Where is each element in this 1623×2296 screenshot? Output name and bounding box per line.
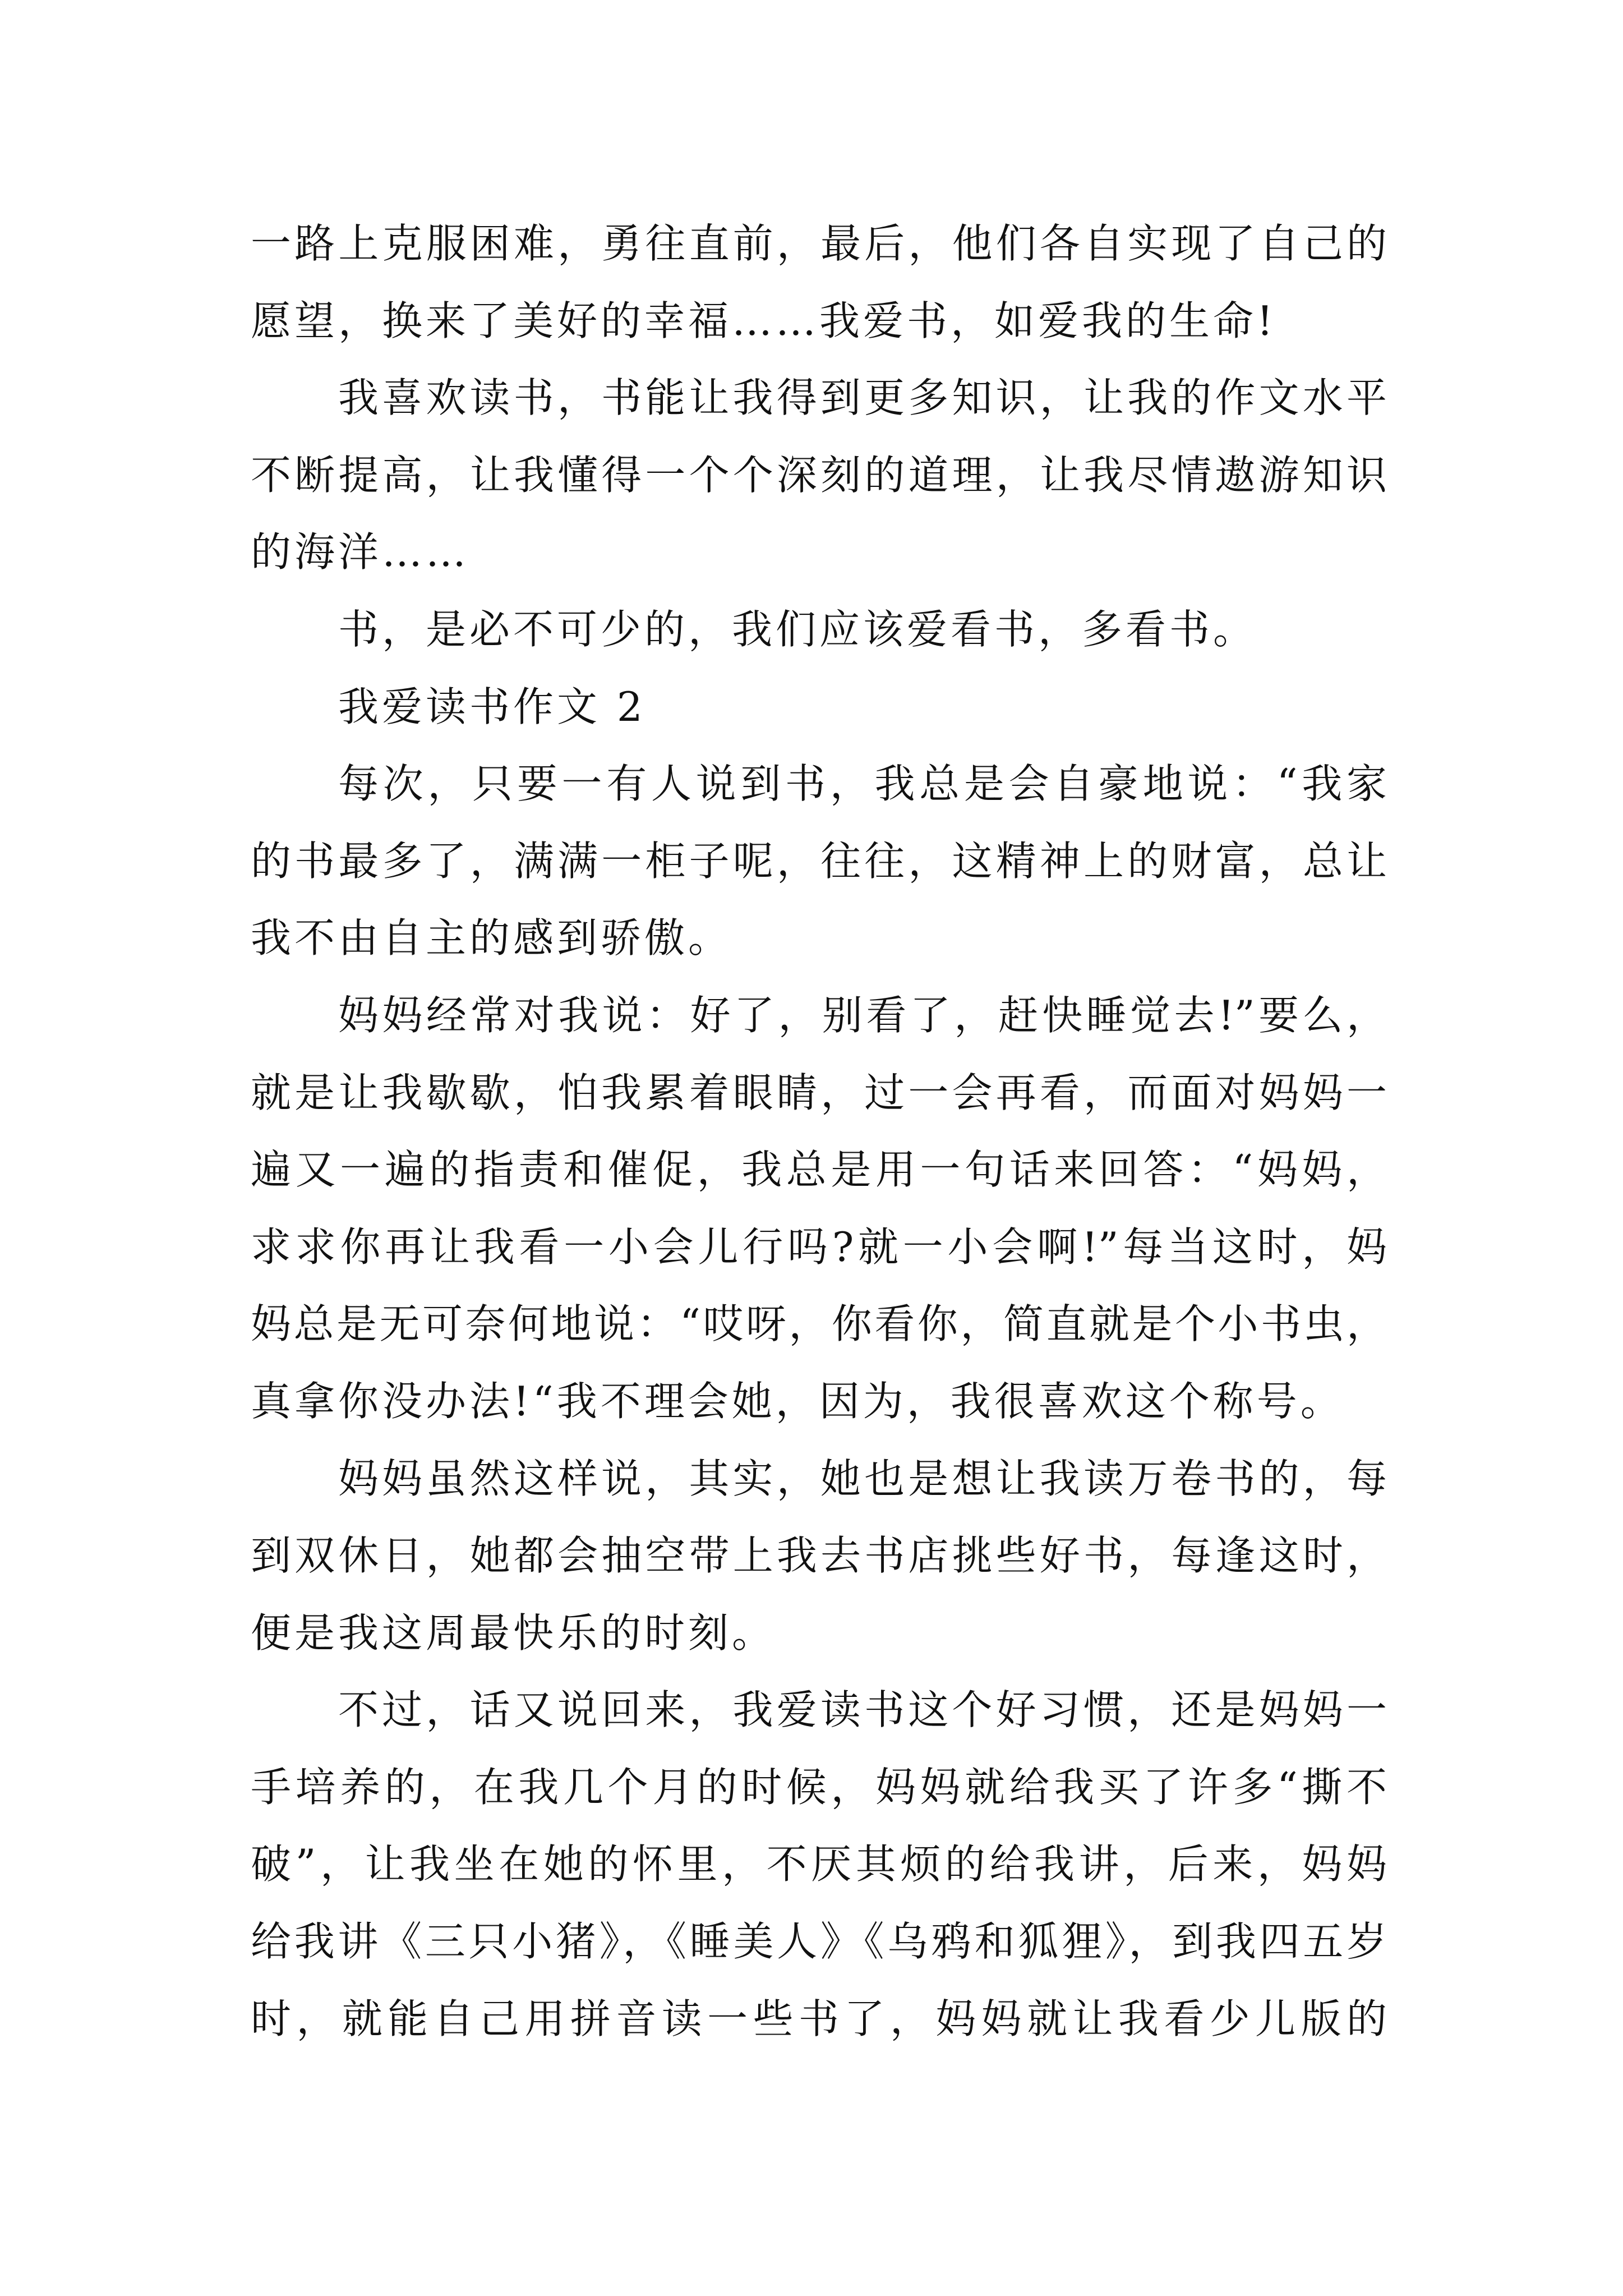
text-line: 书，是必不可少的，我们应该爱看书，多看书。: [338, 605, 1257, 653]
document-body: [251, 205, 1387, 2058]
text-line: 每次，只要一有人说到书，我总是会自豪地说：“我家: [338, 760, 1387, 808]
text-line: 妈妈经常对我说：好了，别看了，赶快睡觉去!”要么，: [338, 991, 1387, 1039]
text-line: 愿望，换来了美好的幸福……我爱书，如爱我的生命!: [251, 297, 1276, 344]
text-line: 妈总是无可奈何地说：“哎呀，你看你，简直就是个小书虫，: [251, 1300, 1387, 1348]
text-line: 的书最多了，满满一柜子呢，往往，这精神上的财富，总让: [251, 837, 1387, 885]
text-line: 我不由自主的感到骄傲。: [251, 914, 732, 962]
text-line: 真拿你没办法!“我不理会她，因为，我很喜欢这个称号。: [251, 1377, 1344, 1425]
text-line: 手培养的，在我几个月的时候，妈妈就给我买了许多“撕不: [251, 1763, 1387, 1811]
paragraph: [251, 977, 1387, 1441]
text-line: 便是我这周最快乐的时刻。: [251, 1609, 776, 1657]
text-line: 破”，让我坐在她的怀里，不厌其烦的给我讲，后来，妈妈: [251, 1841, 1387, 1888]
text-line: 妈妈虽然这样说，其实，她也是想让我读万卷书的，每: [338, 1455, 1387, 1502]
text-line: 时，就能自己用拼音读一些书了，妈妈就让我看少儿版的: [251, 1995, 1387, 2042]
text-line: 求求你再让我看一小会儿行吗?就一小会啊!”每当这时，妈: [251, 1223, 1387, 1271]
text-line: 一路上克服困难，勇往直前，最后，他们各自实现了自己的: [251, 220, 1387, 267]
text-line: 不过，话又说回来，我爱读书这个好习惯，还是妈妈一: [338, 1686, 1387, 1734]
essay-title-text: 我爱读书作文 2: [338, 683, 646, 730]
paragraph: [251, 1441, 1387, 1672]
text-line: 我喜欢读书，书能让我得到更多知识，让我的作文水平: [338, 374, 1387, 422]
paragraph-continued: [251, 205, 1387, 360]
text-line: 不断提高，让我懂得一个个深刻的道理，让我尽情遨游知识: [251, 451, 1387, 499]
paragraph: [251, 1672, 1387, 2058]
essay-title: [251, 669, 1387, 746]
paragraph: [251, 591, 1387, 669]
text-line: 给我讲《三只小猪》，《睡美人》《乌鸦和狐狸》，到我四五岁: [251, 1918, 1387, 1966]
text-line: 到双休日，她都会抽空带上我去书店挑些好书，每逢这时，: [251, 1532, 1387, 1580]
text-line: 就是让我歇歇，怕我累着眼睛，过一会再看，而面对妈妈一: [251, 1069, 1387, 1116]
text-line: 的海洋……: [251, 528, 470, 576]
paragraph: [251, 360, 1387, 591]
text-line: 遍又一遍的指责和催促，我总是用一句话来回答：“妈妈，: [251, 1146, 1387, 1194]
paragraph: [251, 746, 1387, 977]
